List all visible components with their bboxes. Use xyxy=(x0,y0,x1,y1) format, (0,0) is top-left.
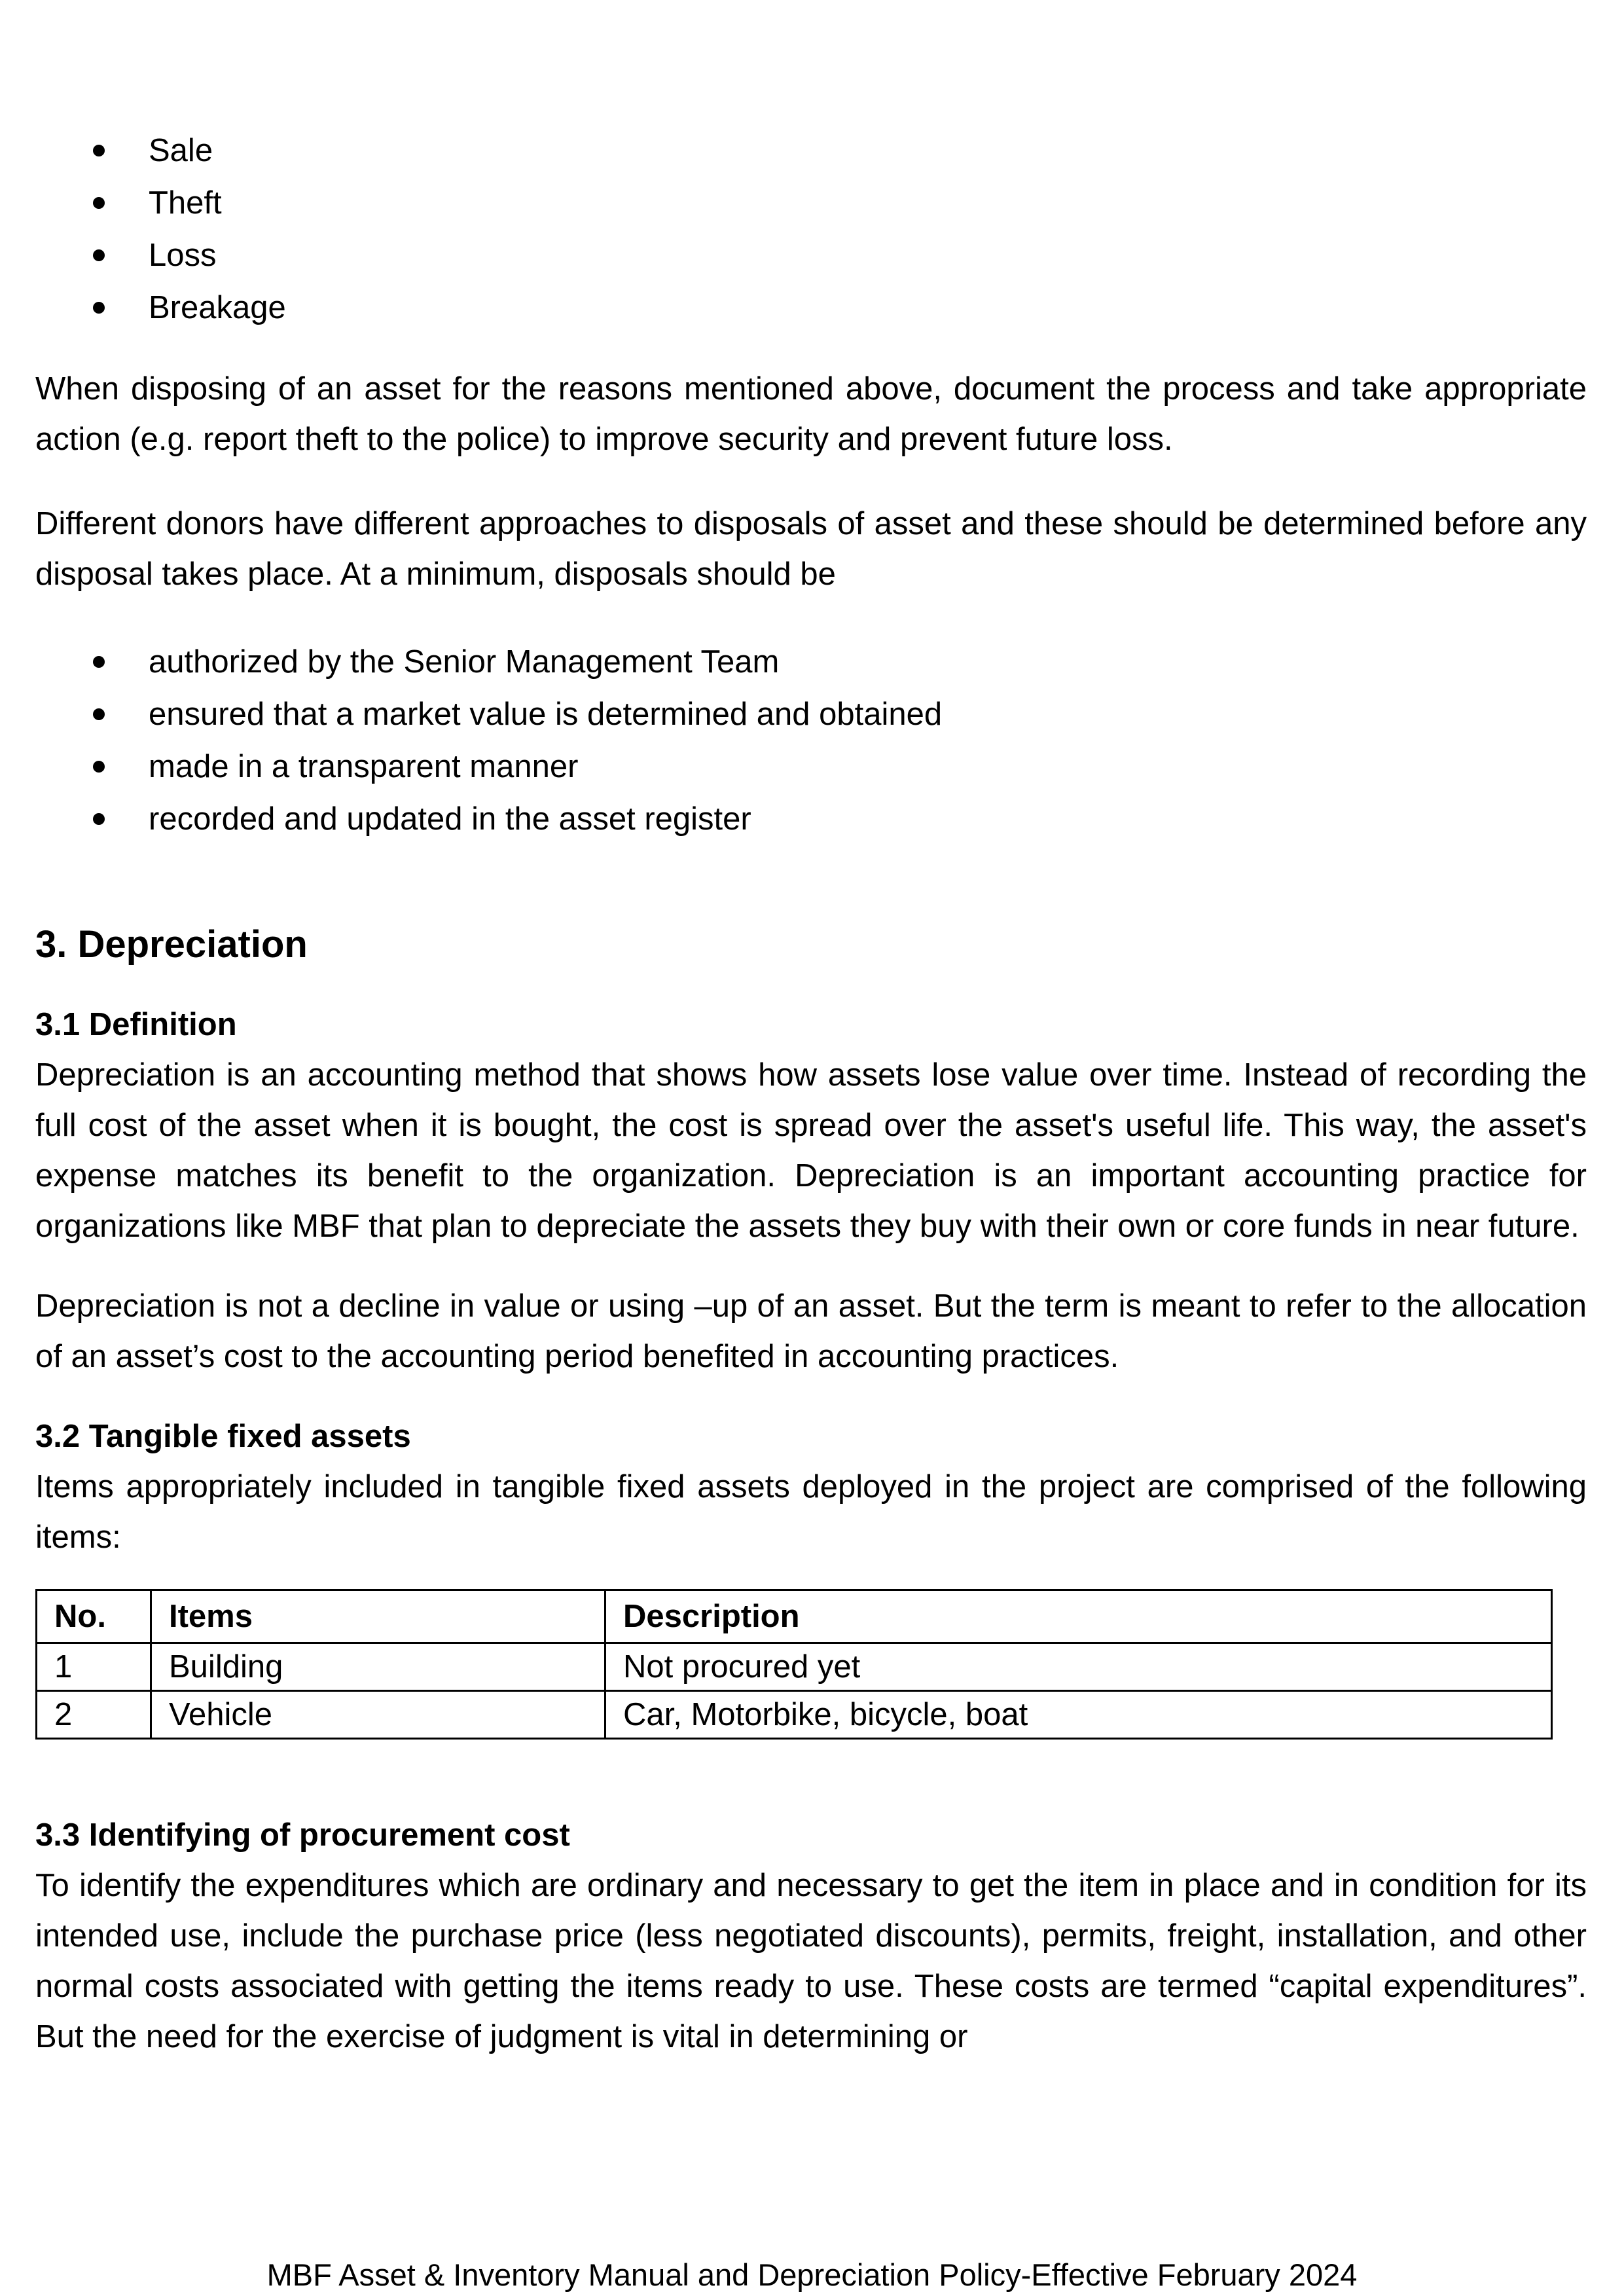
column-header-items: Items xyxy=(151,1590,605,1643)
column-header-description: Description xyxy=(605,1590,1552,1643)
list-item-text: Breakage xyxy=(149,290,286,325)
procurement-cost-paragraph: To identify the expenditures which are ordinary and necessary to get the item in place and in condition for its intended use, include the purchase price (less negotiated discounts), permits, freight, installation, and other normal costs associated with getting the items ready to use. These costs are termed “capital expenditures”. But the need for the exercise of judgment is vital in determining or xyxy=(35,1868,1587,2054)
list-item-text: ensured that a market value is determined and obtained xyxy=(149,697,943,732)
disposal-reasons-list xyxy=(35,124,1587,334)
table-cell: Car, Motorbike, bicycle, boat xyxy=(605,1691,1552,1739)
donors-paragraph: Different donors have different approaches to disposals of asset and these should be determined before any disposal takes place. At a minimum, disposals should be xyxy=(35,506,1587,592)
list-item-text: Theft xyxy=(149,185,222,221)
tangible-assets-table xyxy=(35,1589,1553,1740)
list-item xyxy=(35,636,1587,688)
bullet-icon xyxy=(93,249,105,261)
tangible-assets-paragraph: Items appropriately included in tangible fixed assets deployed in the project are comprised of the following items: xyxy=(35,1469,1587,1555)
column-header-no: No. xyxy=(37,1590,151,1643)
page-body xyxy=(35,124,1587,2062)
list-item-text: Loss xyxy=(149,238,217,273)
list-item-text: Sale xyxy=(149,133,213,168)
table-cell: Building xyxy=(151,1643,605,1691)
list-item xyxy=(35,688,1587,740)
table-cell: Not procured yet xyxy=(605,1643,1552,1691)
table-cell: 1 xyxy=(37,1643,151,1691)
bullet-icon xyxy=(93,656,105,668)
bullet-icon xyxy=(93,302,105,314)
table-cell: Vehicle xyxy=(151,1691,605,1739)
table-cell: 2 xyxy=(37,1691,151,1739)
bullet-icon xyxy=(93,813,105,825)
disposal-requirements-list xyxy=(35,636,1587,845)
list-item xyxy=(35,740,1587,793)
list-item xyxy=(35,793,1587,845)
page-footer: MBF Asset & Inventory Manual and Depreciation Policy-Effective February 2024 xyxy=(266,2257,1358,2292)
table-row xyxy=(37,1643,1552,1691)
table-header-row xyxy=(37,1590,1552,1643)
subsection-heading-procurement-cost: 3.3 Identifying of procurement cost xyxy=(35,1817,570,1853)
list-item xyxy=(35,282,1587,334)
list-item-text: authorized by the Senior Management Team xyxy=(149,644,780,680)
bullet-icon xyxy=(93,197,105,209)
list-item-text: made in a transparent manner xyxy=(149,749,579,784)
table-row xyxy=(37,1691,1552,1739)
list-item xyxy=(35,229,1587,282)
section-heading-depreciation: 3. Depreciation xyxy=(35,923,308,966)
bullet-icon xyxy=(93,145,105,156)
subsection-heading-tangible-assets: 3.2 Tangible fixed assets xyxy=(35,1419,411,1454)
bullet-icon xyxy=(93,708,105,720)
bullet-icon xyxy=(93,761,105,773)
subsection-heading-definition: 3.1 Definition xyxy=(35,1007,237,1042)
list-item xyxy=(35,177,1587,229)
list-item xyxy=(35,124,1587,177)
list-item-text: recorded and updated in the asset register xyxy=(149,801,751,837)
definition-paragraph: Depreciation is an accounting method that shows how assets lose value over time. Instead of recording the full cost of the asset when it is bought, the cost is spread over the asset's useful life. This way, the asset's expense matches its benefit to the organization. Depreciation is an important accounting practice for organizations like MBF that plan to depreciate the assets they buy with their own or core funds in near future. xyxy=(35,1057,1587,1244)
disposal-paragraph: When disposing of an asset for the reasons mentioned above, document the process and take appropriate action (e.g. report theft to the police) to improve security and prevent future loss. xyxy=(35,371,1587,457)
definition-paragraph-2: Depreciation is not a decline in value or using –up of an asset. But the term is meant to refer to the allocation of an asset’s cost to the accounting period benefited in accounting practices. xyxy=(35,1288,1587,1374)
